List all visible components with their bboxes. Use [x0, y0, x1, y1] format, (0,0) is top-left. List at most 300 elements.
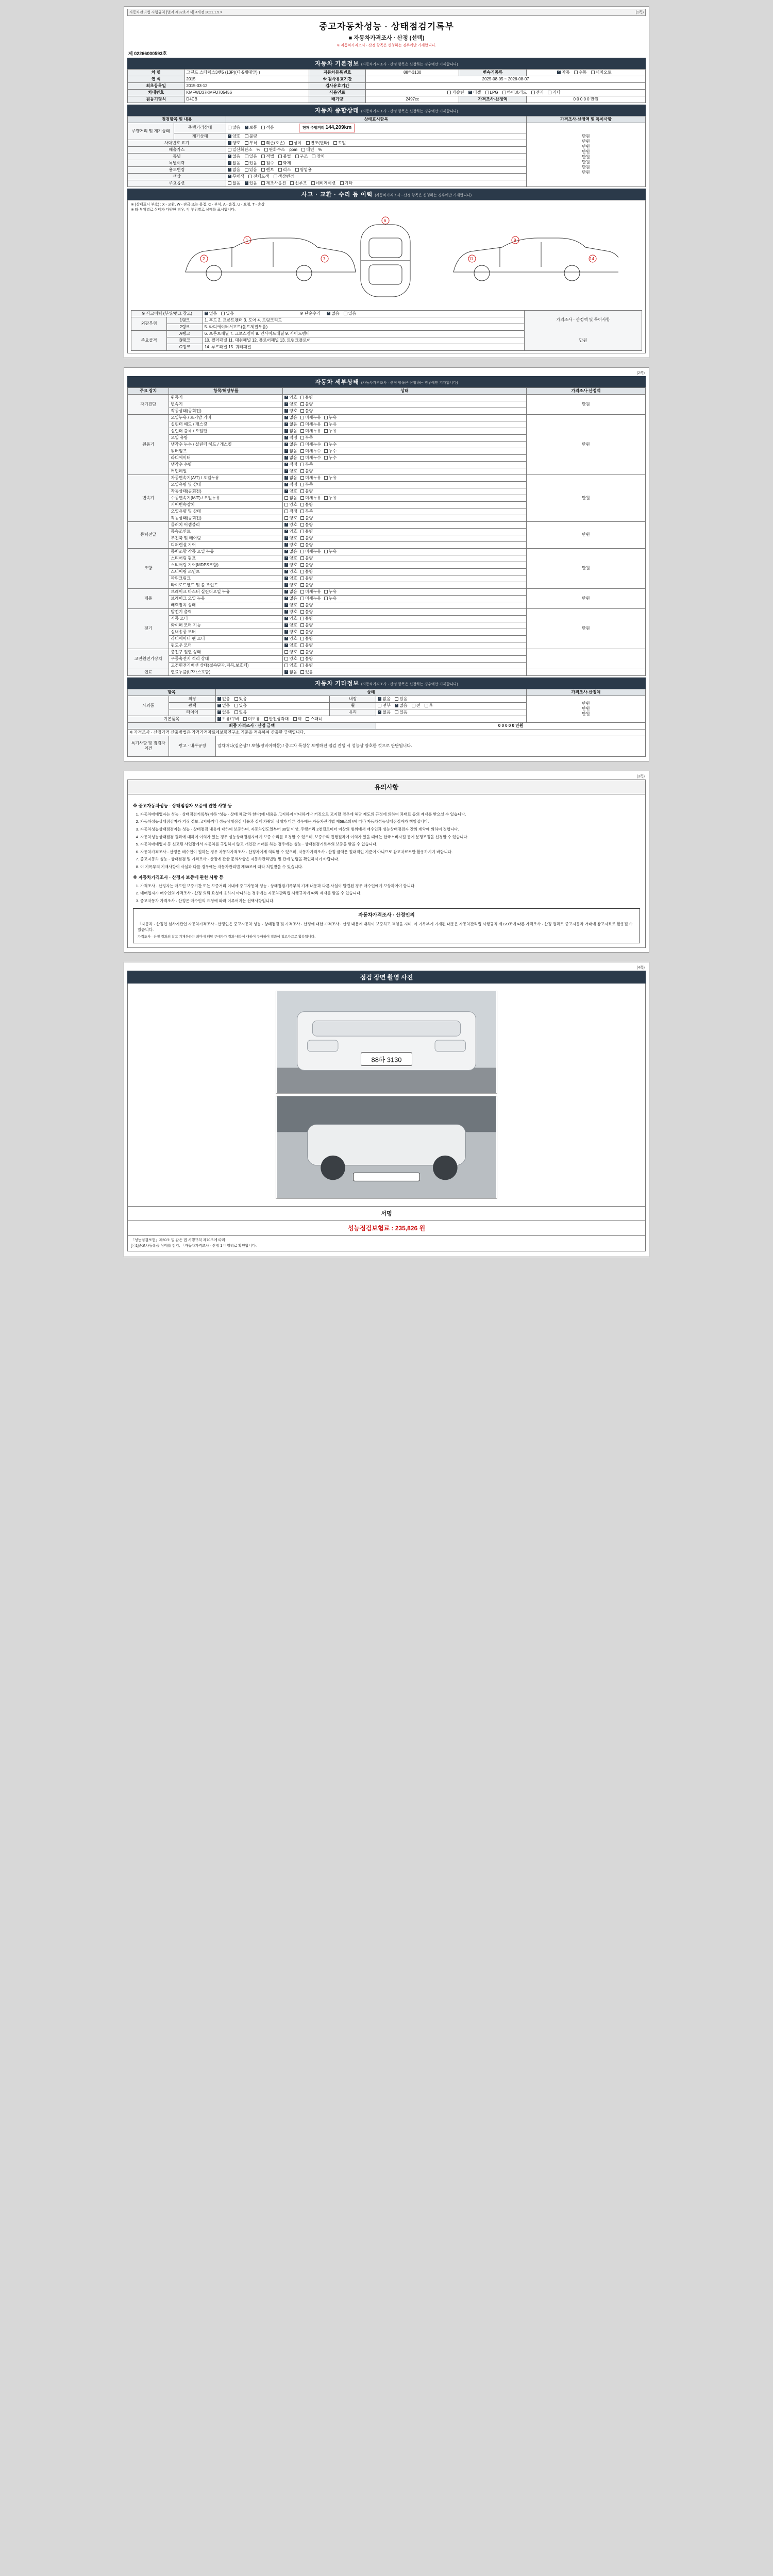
col-header-state: 상태 [283, 387, 526, 394]
opt-basic-有[interactable] [217, 717, 239, 722]
mileage-value-box: 현재 주행거리 144,209km [299, 124, 355, 132]
detail-1-4-opt-0[interactable] [284, 442, 297, 447]
opt-wheel-rear[interactable] [425, 703, 433, 708]
detail-2-0-opt-1[interactable] [300, 476, 321, 481]
detail-3-0-opt-1[interactable] [300, 522, 313, 528]
detail-1-0-opt-1[interactable] [300, 415, 321, 420]
detail-6-5-opt-0[interactable] [284, 643, 297, 648]
opt-label: 불량 [305, 609, 313, 614]
detail-2-0-opt-2[interactable] [324, 476, 337, 481]
opt-wheel-front[interactable] [412, 703, 421, 708]
label-vin: 차대번호 [128, 90, 185, 96]
opt-tuning-illegal[interactable] [278, 154, 291, 159]
detail-state-cell [283, 481, 526, 488]
opt-label: 적정 [289, 509, 297, 514]
opt-tuning-none[interactable] [228, 154, 240, 159]
opt-mainopt-maker[interactable] [261, 181, 286, 186]
label-reg-no: 자동차등록번호 [309, 70, 366, 76]
opt-label: 없음 [289, 421, 297, 427]
detail-0-0-opt-1[interactable] [300, 395, 313, 400]
opt-label: 가솔린 [452, 90, 464, 95]
opt-tuning-yes[interactable] [245, 154, 257, 159]
opt-glass-yes[interactable] [395, 710, 407, 715]
detail-5-0-opt-1[interactable] [300, 589, 321, 595]
opt-gauge-bad[interactable] [245, 134, 257, 139]
opt-vin-altered[interactable] [306, 141, 329, 146]
detail-4-1-opt-0[interactable] [284, 556, 297, 561]
detail-3-3-opt-0[interactable] [284, 543, 297, 548]
opt-trans-semi[interactable] [591, 70, 612, 75]
detail-part-label: 수동변속기(M/T) / 오일누유 [169, 495, 283, 501]
detail-1-4-opt-2[interactable] [324, 442, 337, 447]
detail-7-2-opt-0[interactable] [284, 663, 297, 668]
opt-label: 없음 [232, 180, 241, 185]
detail-5-1-opt-2[interactable] [324, 596, 337, 601]
opt-vin-good[interactable] [228, 141, 240, 146]
opt-color-changed[interactable] [274, 174, 294, 179]
opt-simple-none[interactable] [327, 311, 339, 316]
detail-part-label: 추진축 및 베어링 [169, 535, 283, 541]
remark-line: 만원 [582, 144, 590, 149]
detail-5-1-opt-1[interactable] [300, 596, 321, 601]
detail-6-0-opt-1[interactable] [300, 609, 313, 615]
notice-item: 4. 자동차성능상태점검 결과에 대하여 이의가 있는 경우 성능상태점검자에게 보증 수리를 요청할 수 있으며, 보증수리 진행절차에 이의가 있을 때에는 한국소비자원 등에 분쟁조정을 신청할 수 있습니다. [140, 834, 640, 840]
detail-1-5-opt-1[interactable] [300, 449, 321, 454]
value-rank-1: 1. 후드 2. 프론트펜더 3. 도어 4. 트렁크리드 [203, 317, 524, 324]
detail-6-4-opt-1[interactable] [300, 636, 313, 641]
opt-label: 보통 [249, 125, 258, 130]
label-outer-panel: 외판부위 [131, 317, 167, 330]
detail-part-label: 충전구 절연 상태 [169, 649, 283, 655]
opt-label: 없음 [289, 549, 297, 554]
document-serial: 제 02266000593호 [128, 51, 167, 56]
opt-label: 양호 [289, 622, 297, 628]
detail-4-0-opt-2[interactable] [324, 549, 337, 554]
value-rank-2: 5. 라디에이터서포트(볼트체결부품) [203, 324, 524, 330]
detail-1-3-opt-1[interactable] [300, 435, 313, 440]
opt-color-full-repaint[interactable] [248, 174, 269, 179]
opt-tuning-structure[interactable] [295, 154, 308, 159]
detail-4-3-opt-0[interactable] [284, 569, 297, 574]
opt-usage-rent[interactable] [261, 167, 274, 173]
photo-panel [127, 984, 646, 1207]
detail-2-6-opt-0[interactable] [284, 516, 297, 521]
opt-mileage-normal[interactable] [245, 125, 257, 130]
detail-1-3-opt-0[interactable] [284, 435, 297, 440]
opt-label: 없음 [232, 160, 241, 165]
opt-label: 불량 [305, 649, 313, 654]
opt-interior-yes[interactable] [395, 697, 407, 702]
detail-1-0-opt-0[interactable] [284, 415, 297, 420]
opt-usage-lease[interactable] [278, 167, 291, 173]
detail-group-2-label: 변속기 [128, 474, 169, 521]
opt-basic-spanner[interactable] [306, 717, 322, 722]
detail-1-8-opt-1[interactable] [300, 469, 313, 474]
detail-6-0-opt-0[interactable] [284, 609, 297, 615]
opt-gauge-good[interactable] [228, 134, 240, 139]
opt-vin-different[interactable] [289, 141, 301, 146]
appraiser-statement-note: 가격조사 · 산정 결과의 참고 기재한다는 의미에 해당 구매자가 결과 내용에 대하여 구매하여 결과에 참고자료로 활용됩니다. [138, 935, 316, 939]
detail-5-2-opt-1[interactable] [300, 603, 313, 608]
opt-label: 양호 [289, 569, 297, 574]
opt-label: 양호 [289, 609, 297, 614]
table-row [128, 521, 646, 528]
detail-3-2-opt-0[interactable] [284, 536, 297, 541]
opt-label: 양호 [289, 535, 297, 540]
opt-fuel-other[interactable] [548, 90, 560, 95]
detail-6-5-opt-1[interactable] [300, 643, 313, 648]
opt-simple-yes[interactable] [344, 311, 356, 316]
detail-1-2-opt-1[interactable] [300, 429, 321, 434]
detail-part-label: 자동변속기(A/T) / 오일누유 [169, 474, 283, 481]
page-number-3: (3쪽) [636, 774, 645, 778]
label-tire: 타이어 [169, 709, 215, 716]
detail-2-5-opt-1[interactable] [300, 509, 313, 514]
appraiser-statement-body: 「자동차 · 산정인 심사기관인 자동차가격조사 · 산정인은 중고자동차 성능 · 상태점검 및 가격조사 · 산정에 대한 가격조사 · 산정 내용에 대하여 보증하고 책임을 지며, 이 기록부에 기재된 내용은 자동차관리법 시행규칙 제120조에 따른 가격조사 · 산정 결과로 중고자동차 거래에 참고자료로 활용될 수 있습니다. [138, 921, 633, 933]
cell-tire [215, 709, 329, 716]
opt-label: 장치 [316, 154, 325, 159]
detail-3-0-opt-0[interactable] [284, 522, 297, 528]
detail-4-4-opt-0[interactable] [284, 576, 297, 581]
section-band-detail [127, 376, 646, 387]
detail-1-0-opt-2[interactable] [324, 415, 337, 420]
opt-label: 미세누유 [305, 421, 321, 427]
opt-mainopt-navi[interactable] [311, 181, 336, 186]
opt-tuning-legal[interactable] [261, 154, 274, 159]
cell-color-state [226, 173, 526, 180]
opt-vin-damaged[interactable] [261, 141, 284, 146]
detail-2-3-opt-1[interactable] [300, 496, 321, 501]
opt-wheel-all[interactable] [378, 703, 390, 708]
opt-fuel-gasoline[interactable] [447, 90, 464, 95]
detail-1-2-opt-0[interactable] [284, 429, 297, 434]
opt-fuel-lpg[interactable] [485, 90, 498, 95]
section-title-etc: 자동차 기타정보 [315, 680, 359, 687]
detail-5-2-opt-0[interactable] [284, 603, 297, 608]
detail-2-4-opt-1[interactable] [300, 502, 313, 507]
detail-4-1-opt-1[interactable] [300, 556, 313, 561]
detail-price-cell: 만원 [526, 548, 645, 588]
opt-label: 없음 [232, 154, 241, 159]
detail-0-2-opt-0[interactable] [284, 409, 297, 414]
opt-label: 없음 [331, 311, 340, 316]
opt-exterior-none[interactable] [217, 697, 230, 702]
label-replacement-group: 사외품 [128, 696, 169, 716]
opt-label: 리스 [283, 167, 291, 172]
opt-label: 미세누수 [305, 455, 321, 460]
detail-2-6-opt-1[interactable] [300, 516, 313, 521]
opt-history-yes[interactable] [245, 161, 257, 166]
detail-0-0-opt-0[interactable] [284, 395, 297, 400]
opt-usage-yes[interactable] [245, 167, 257, 173]
opt-trans-auto[interactable] [557, 70, 569, 75]
detail-7-1-opt-0[interactable] [284, 656, 297, 662]
opt-exterior-yes[interactable] [234, 697, 247, 702]
detail-state-cell [283, 602, 526, 608]
detail-1-8-opt-0[interactable] [284, 469, 297, 474]
opt-accident-yes[interactable] [221, 311, 233, 316]
opt-mainopt-etc[interactable] [340, 181, 352, 186]
opt-label: 불량 [305, 622, 313, 628]
detail-2-4-opt-0[interactable] [284, 502, 297, 507]
notice-sub-heading: ※ 자동차가격조사 · 산정자 보증에 관한 사항 등 [133, 874, 224, 880]
table-row [128, 669, 646, 675]
opt-label: 도말 [338, 140, 346, 145]
opt-label: 자동 [562, 70, 570, 75]
detail-state-cell [283, 629, 526, 635]
opt-basic-triangle[interactable] [264, 717, 289, 722]
opt-label: 불량 [305, 575, 313, 581]
detail-3-3-opt-1[interactable] [300, 543, 313, 548]
detail-part-label: 시동 모터 [169, 615, 283, 622]
detail-4-2-opt-1[interactable] [300, 563, 313, 568]
opt-label: 부족 [305, 462, 313, 467]
opt-label: 있음 [239, 703, 247, 708]
opt-glass-none[interactable] [378, 710, 390, 715]
page-title: 중고자동차성능 · 상태점검기록부 [318, 22, 454, 31]
detail-6-4-opt-0[interactable] [284, 636, 297, 641]
appraiser-statement-box [133, 908, 640, 944]
opt-label: 적정 [289, 435, 297, 440]
detail-1-5-opt-2[interactable] [324, 449, 337, 454]
row-label-special-history: 특별이력 [128, 160, 226, 166]
detail-2-1-opt-0[interactable] [284, 482, 297, 487]
opt-label: 불량 [305, 502, 313, 507]
opt-label: 불량 [305, 663, 313, 668]
label-inspection-period: 변속기종류 [459, 70, 527, 76]
table-row [128, 736, 646, 756]
opt-label: 없음 [399, 703, 408, 708]
page-2 [124, 367, 649, 761]
opt-label: 불량 [305, 616, 313, 621]
opt-vin-corrosion[interactable] [245, 141, 257, 146]
detail-7-0-opt-0[interactable] [284, 650, 297, 655]
opt-basic-jack[interactable] [293, 717, 302, 722]
opt-history-flood[interactable] [261, 161, 274, 166]
detail-5-0-opt-0[interactable] [284, 589, 297, 595]
opt-wheel-none[interactable] [395, 703, 407, 708]
opt-basic-none[interactable] [243, 717, 260, 722]
opt-label: 없음 [222, 709, 230, 715]
opt-label: 누수 [328, 455, 337, 460]
detail-state-cell [283, 488, 526, 495]
opt-fuel-hybrid[interactable] [502, 90, 527, 95]
detail-4-0-opt-0[interactable] [284, 549, 297, 554]
detail-1-1-opt-2[interactable] [324, 422, 337, 427]
opt-tire-yes[interactable] [234, 710, 247, 715]
detail-0-2-opt-1[interactable] [300, 409, 313, 414]
detail-1-4-opt-1[interactable] [300, 442, 321, 447]
opt-color-achromatic[interactable] [228, 174, 244, 179]
opt-label: 네비게이션 [315, 180, 336, 185]
detail-1-1-opt-0[interactable] [284, 422, 297, 427]
opt-history-fire[interactable] [278, 161, 291, 166]
svg-text:2: 2 [203, 256, 205, 261]
detail-2-0-opt-0[interactable] [284, 476, 297, 481]
detail-state-cell [283, 622, 526, 629]
detail-1-5-opt-0[interactable] [284, 449, 297, 454]
table-row [128, 649, 646, 655]
detail-6-1-opt-1[interactable] [300, 616, 313, 621]
opt-label: 하이브리드 [507, 90, 527, 95]
opt-accident-none[interactable] [205, 311, 217, 316]
value-special-remark: 업차마다(실운상/ / 보험/정비이력등) / 중고차 특성상 보행하진 점검 진행 시 성능상 양호한 것으로 판단됩니다. [215, 736, 645, 756]
opt-label: 누유 [328, 596, 337, 601]
detail-5-1-opt-0[interactable] [284, 596, 297, 601]
opt-fuel-diesel[interactable] [468, 90, 481, 95]
opt-exhaust-smoke[interactable] [301, 147, 314, 152]
detail-0-1-opt-0[interactable] [284, 402, 297, 407]
opt-usage-none[interactable] [228, 167, 240, 173]
opt-label: 불량 [305, 562, 313, 567]
opt-label: 침수 [266, 160, 274, 165]
detail-part-label: 구동축전지 격리 상태 [169, 655, 283, 662]
section-note-detail: (자동차가격조사 · 산정 항목은 신청하는 경우에만 기재합니다) [361, 381, 458, 385]
label-rank-2: 2랭크 [167, 324, 203, 330]
label-rank-1: 1랭크 [167, 317, 203, 324]
value-transmission [526, 70, 645, 76]
detail-1-7-opt-0[interactable] [284, 462, 297, 467]
table-row [128, 90, 646, 96]
detail-2-2-opt-0[interactable] [284, 489, 297, 494]
label-fuel: 사용연료 [309, 90, 366, 96]
opt-mileage-few[interactable] [261, 125, 274, 130]
detail-4-5-opt-1[interactable] [300, 583, 313, 588]
detail-part-label: 오일유량 및 상태 [169, 481, 283, 488]
opt-mileage-many[interactable] [228, 125, 240, 130]
detail-6-2-opt-0[interactable] [284, 623, 297, 628]
detail-state-cell [283, 428, 526, 434]
opt-label: 양호 [289, 488, 297, 494]
detail-1-1-opt-1[interactable] [300, 422, 321, 427]
detail-4-0-opt-1[interactable] [300, 549, 321, 554]
row-label-color: 색상 [128, 173, 226, 180]
detail-6-2-opt-1[interactable] [300, 623, 313, 628]
value-fuel [366, 90, 646, 96]
detail-7-2-opt-1[interactable] [300, 663, 313, 668]
detail-2-3-opt-2[interactable] [324, 496, 337, 501]
detail-state-cell [283, 615, 526, 622]
row-label-gauge: 계기상태 [174, 133, 226, 140]
opt-exhaust-hc[interactable] [264, 147, 285, 152]
opt-label: 불량 [305, 515, 313, 520]
opt-label: 누수 [328, 448, 337, 453]
detail-1-2-opt-2[interactable] [324, 429, 337, 434]
opt-label: 불량 [305, 488, 313, 494]
detail-2-5-opt-0[interactable] [284, 509, 297, 514]
detail-2-2-opt-1[interactable] [300, 489, 313, 494]
label-wheel: 휠 [329, 702, 376, 709]
detail-0-1-opt-1[interactable] [300, 402, 313, 407]
detail-state-cell [283, 448, 526, 454]
opt-label: 불량 [305, 535, 313, 540]
opt-trans-manual[interactable] [574, 70, 586, 75]
opt-history-none[interactable] [228, 161, 240, 166]
label-special-remark: 특기사항 및 점검자의견 [128, 736, 169, 756]
svg-text:9: 9 [514, 238, 516, 243]
opt-label: 전부 [382, 703, 391, 708]
table-row [128, 696, 646, 702]
detail-4-3-opt-1[interactable] [300, 569, 313, 574]
opt-label: 불량 [305, 468, 313, 473]
table-header-row [128, 689, 646, 696]
label-polish: 광택 [169, 702, 215, 709]
detail-4-5-opt-0[interactable] [284, 583, 297, 588]
opt-interior-none[interactable] [378, 697, 390, 702]
note-final-price: ※ 가격조사 · 산정가격 산출방법은 가격가격자료에보험연구소 기준을 적용하여 산출한 금액입니다. [128, 729, 646, 736]
col-header-price: 가격조사·산정액 [526, 387, 645, 394]
opt-tire-none[interactable] [217, 710, 230, 715]
opt-mainopt-yes[interactable] [245, 181, 257, 186]
opt-tuning-device[interactable] [312, 154, 324, 159]
detail-8-0-opt-1[interactable] [300, 670, 313, 675]
detail-price-cell: 만원 [526, 414, 645, 474]
cell-mileage-state [226, 123, 526, 133]
opt-label: 수동 [578, 70, 587, 75]
opt-usage-business[interactable] [295, 167, 312, 173]
notice-sub-item: 1. 가격조사 · 산정자는 매도인 보증기간 또는 보증거리 이내에 중고자동차 성능 · 상태점검기록부의 기재 내용과 다른 사실이 발견된 경우 매수인에게 보상하여야 합니다. [140, 883, 640, 889]
opt-fuel-electric[interactable] [531, 90, 544, 95]
opt-exhaust-co[interactable] [228, 147, 253, 152]
detail-1-7-opt-1[interactable] [300, 462, 313, 467]
opt-polish-yes[interactable] [234, 703, 247, 708]
detail-6-3-opt-1[interactable] [300, 630, 313, 635]
notice-item: 7. 중고자동차 성능 · 상태점검 및 가격조사 · 산정에 관한 문의사항은 자동차관리법령 및 관계 법령을 확인하시기 바랍니다. [140, 856, 640, 862]
opt-mainopt-sunroof[interactable] [290, 181, 307, 186]
opt-label: 적음 [266, 125, 274, 130]
detail-1-6-opt-1[interactable] [300, 455, 321, 461]
detail-7-0-opt-1[interactable] [300, 650, 313, 655]
detail-1-6-opt-2[interactable] [324, 455, 337, 461]
detail-3-1-opt-1[interactable] [300, 529, 313, 534]
label-final-price: 최종 가격조사 · 산정 금액 [128, 722, 376, 729]
detail-7-1-opt-1[interactable] [300, 656, 313, 662]
section-note-etc: (자동차가격조사 · 산정 항목은 신청하는 경우에만 기재합니다) [361, 682, 458, 686]
value-rank-c: 14. 루프패널 15. 쿼터패널 [203, 344, 524, 350]
opt-label: 불량 [305, 529, 313, 534]
opt-label: 있음 [399, 696, 408, 701]
detail-5-0-opt-2[interactable] [324, 589, 337, 595]
remark-line: 만원 [582, 134, 590, 139]
opt-label: 미세누수 [305, 448, 321, 453]
detail-6-3-opt-0[interactable] [284, 630, 297, 635]
detail-state-cell [283, 434, 526, 441]
detail-part-label: 디퍼렌셜 기어 [169, 541, 283, 548]
detail-1-6-opt-0[interactable] [284, 455, 297, 461]
opt-label: 보유/구비 [222, 716, 239, 721]
detail-6-1-opt-0[interactable] [284, 616, 297, 621]
detail-4-4-opt-1[interactable] [300, 576, 313, 581]
detail-8-0-opt-0[interactable] [284, 670, 297, 675]
detail-2-1-opt-1[interactable] [300, 482, 313, 487]
cell-polish [215, 702, 329, 709]
detail-state-cell [283, 441, 526, 448]
detail-state-cell [283, 461, 526, 468]
section-title-accident: 사고 · 교환 · 수리 등 이력 [301, 191, 373, 198]
opt-polish-none[interactable] [217, 703, 230, 708]
opt-mainopt-none[interactable] [228, 181, 240, 186]
opt-vin-erased[interactable] [333, 141, 346, 146]
value-engine-type [366, 83, 646, 90]
detail-3-1-opt-0[interactable] [284, 529, 297, 534]
car-diagram-svg [155, 215, 618, 306]
opt-label: 있음 [249, 167, 258, 172]
detail-3-2-opt-1[interactable] [300, 536, 313, 541]
detail-4-2-opt-0[interactable] [284, 563, 297, 568]
section-title-basic: 자동차 기본정보 [315, 61, 359, 67]
value-smoke: % [318, 147, 322, 152]
detail-2-3-opt-0[interactable] [284, 496, 297, 501]
